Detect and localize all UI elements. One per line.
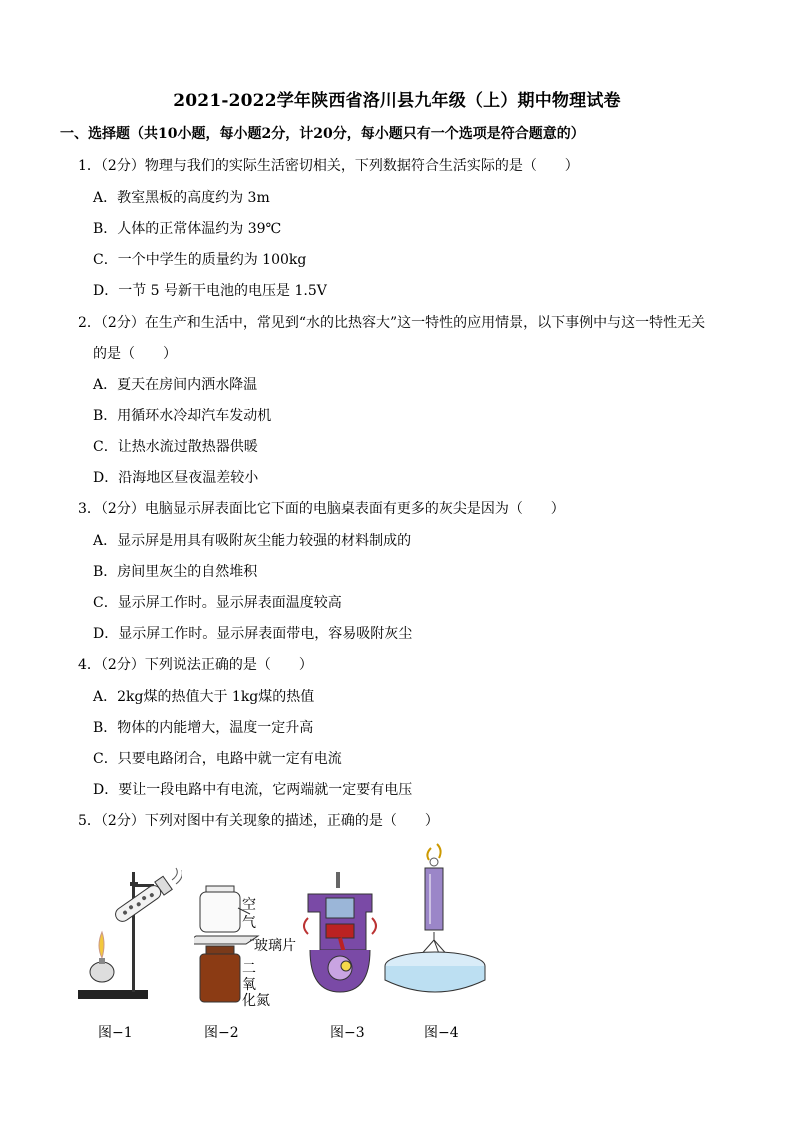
question-4-option-a: A．2kg煤的热值大于 1kg煤的热值 — [93, 689, 315, 705]
question-2-option-a: A．夏天在房间内洒水降温 — [93, 377, 258, 393]
question-4-stem: 4．（2分）下列说法正确的是（ ） — [78, 657, 313, 673]
figure-2-label-huadan: 化氮 — [242, 993, 270, 1009]
section-heading: 一、选择题（共10小题，每小题2分，计20分，每小题只有一个选项是符合题意的） — [60, 126, 585, 142]
figure-2-caption: 图−2 — [204, 1025, 239, 1041]
question-2-stem: 2．（2分）在生产和生活中，常见到“水的比热容大”这一特性的应用情景，以下事例中与这一特性无关 — [78, 315, 706, 331]
question-4-option-d: D．要让一段电路中有电流，它两端就一定要有电压 — [93, 782, 413, 798]
question-1-option-c: C．一个中学生的质量约为 100kg — [93, 252, 307, 268]
question-1-stem: 1．（2分）物理与我们的实际生活密切相关，下列数据符合生活实际的是（ ） — [78, 158, 579, 174]
question-3-option-a: A．显示屏是用具有吸附灰尘能力较强的材料制成的 — [93, 533, 412, 549]
figure-2-label-glass: 玻璃片 — [254, 938, 296, 954]
figure-4-caption: 图−4 — [424, 1025, 459, 1041]
question-3-option-b: B．房间里灰尘的自然堆积 — [93, 564, 258, 580]
question-4-option-c: C．只要电路闭合，电路中就一定有电流 — [93, 751, 342, 767]
figure-2-label-yang: 氧 — [242, 977, 256, 993]
question-5-stem: 5．（2分）下列对图中有关现象的描述，正确的是（ ） — [78, 813, 439, 829]
question-3-option-d: D．显示屏工作时。显示屏表面带电，容易吸附灰尘 — [93, 626, 413, 642]
question-3-option-c: C．显示屏工作时。显示屏表面温度较高 — [93, 595, 342, 611]
question-1-option-b: B．人体的正常体温约为 39℃ — [93, 221, 282, 237]
figure-4-spring-scale-glass-plate — [383, 840, 493, 1005]
figure-1-test-tube-heating — [72, 862, 182, 1007]
figure-1-caption: 图−1 — [98, 1025, 133, 1041]
question-1-option-d: D．一节 5 号新干电池的电压是 1.5V — [93, 283, 327, 299]
figure-2-label-qi: 气 — [242, 915, 256, 931]
figure-2-label-er: 二 — [242, 961, 256, 977]
figure-3-caption: 图−3 — [330, 1025, 365, 1041]
figure-3-engine-cylinder — [300, 872, 385, 1004]
figure-2-label-kong: 空 — [242, 897, 256, 913]
question-4-option-b: B．物体的内能增大，温度一定升高 — [93, 720, 314, 736]
question-2-option-b: B．用循环水冷却汽车发动机 — [93, 408, 272, 424]
question-1-option-a: A．教室黑板的高度约为 3m — [93, 190, 270, 206]
question-2-stem-continued: 的是（ ） — [93, 346, 177, 362]
question-3-stem: 3．（2分）电脑显示屏表面比它下面的电脑桌表面有更多的灰尖是因为（ ） — [78, 501, 565, 517]
exam-title: 2021-2022学年陕西省洛川县九年级（上）期中物理试卷 — [173, 91, 621, 111]
question-2-option-d: D．沿海地区昼夜温差较小 — [93, 470, 259, 486]
question-2-option-c: C．让热水流过散热器供暖 — [93, 439, 258, 455]
